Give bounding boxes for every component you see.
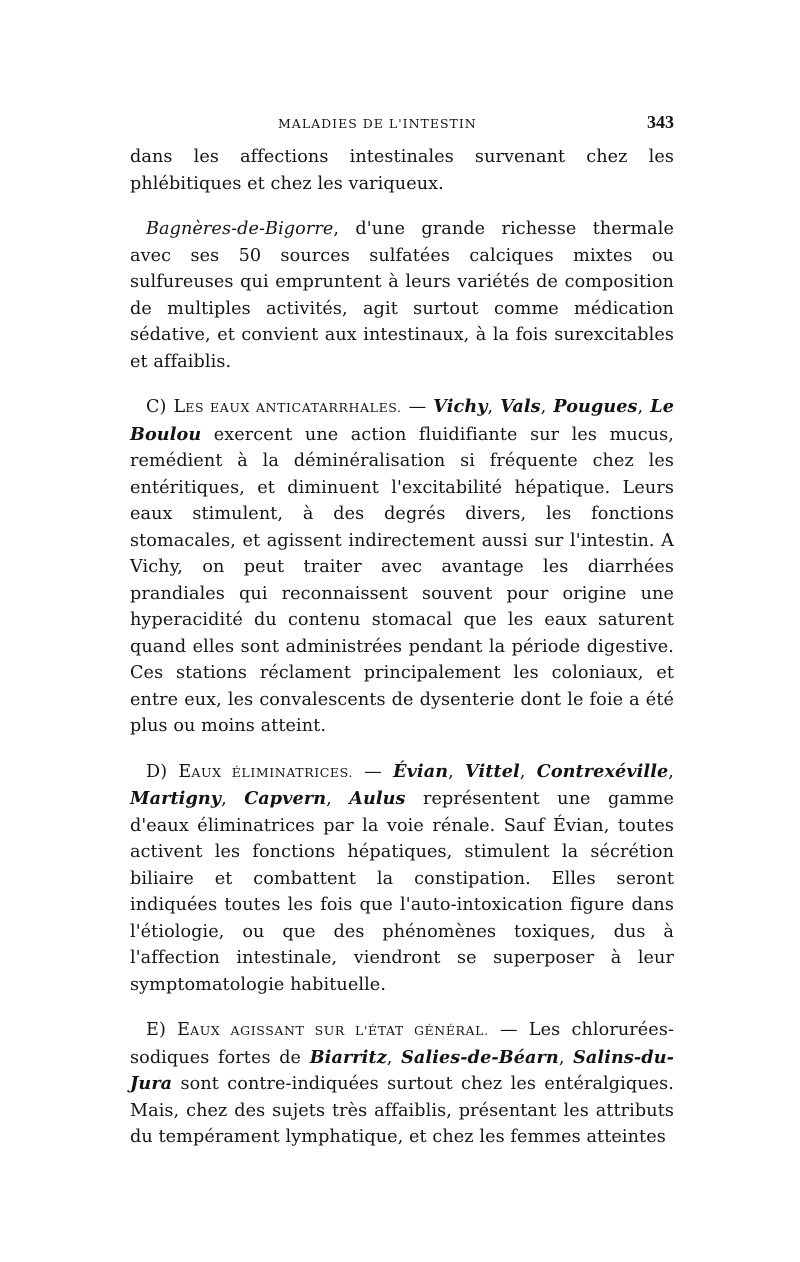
place-name: Aulus [349,788,406,809]
place-name: Vittel [465,760,520,782]
section-letter: D) E [146,761,192,782]
paragraph-text: , d'une grande richesse thermale avec ses 50 sources sulfatées calciques mixtes ou sulfureuses qui empruntent à leurs variétés de composition de multiples activités, agit surtout comme médication sédative, et convient aux intestinaux, à la fois surexcitables et affaiblis. [130,219,674,372]
paragraph-text: représentent une gamme d'eaux éliminatrices par la voie rénale. Sauf Évian, toutes activent les fonctions hépatiques, stimulent la sécrétion biliaire et combattent la constipation. Elles seront indiquées toutes les fois que l'auto-intoxication figure dans l'étiologie, ou que des phénomènes toxiques, dus à l'affection intestinale, viendront se superposer à leur symptomatologie habituelle. [130,789,674,995]
section-letter: C) L [146,397,186,417]
place-name: Évian [393,760,449,782]
separator: , [221,789,245,809]
separator: , [668,761,674,782]
place-name: Le Boulou [130,396,674,445]
section-heading: AUX AGISSANT SUR L'ÉTAT GÉNÉRAL. [190,1023,489,1038]
section-heading: ES EAUX ANTICATARRHALES. [185,400,402,415]
place-name: Capvern [244,788,327,809]
paragraph-text: — Les chlorurées-sodiques fortes de [130,1020,674,1068]
place-name: Martigny [130,788,222,809]
paragraph-bagneres [130,216,674,375]
separator: , [448,761,466,782]
separator: , [519,761,537,782]
dash: — [401,397,434,417]
place-name: Biarritz [309,1046,387,1068]
separator: , [326,789,350,809]
place-name: Bagnères-de-Bigorre [146,219,334,239]
running-head [130,108,674,138]
place-name: Salies-de-Béarn [401,1046,559,1068]
place-name: Salins-du-Jura [130,1046,674,1094]
section-heading: AUX ÉLIMINATRICES. [191,764,353,780]
separator: , [540,397,554,417]
paragraph-eliminatrices [130,759,674,999]
paragraph-text: sont contre-indiquées surtout chez les entéralgiques. Mais, chez des sujets très affaiblis, présentant les attributs du tempérament lymphatique, et chez les femmes atteintes [130,1074,674,1147]
running-title: MALADIES DE L'INTESTIN [278,116,477,131]
page-number: 343 [647,112,674,132]
place-name: Vichy [433,396,488,417]
paragraph-continuation: dans les affections intestinales survenant chez les phlébitiques et chez les variqueux. [130,147,674,194]
section-letter: E) E [146,1020,191,1040]
place-name: Pougues [553,396,638,417]
paragraph-anticatarrhales [130,394,674,740]
separator: , [487,397,501,417]
dash: — [352,761,394,782]
separator: , [558,1047,574,1068]
separator: , [386,1047,402,1068]
place-name: Vals [500,396,541,417]
paragraph-text: exercent une action fluidifiante sur les mucus, remédient à la déminéralisation si fréquente chez les entéritiques, et diminuent l'excitabilité hépatique. Leurs eaux stimulent, à des degrés divers, les fonctions stomacales, et agissent indirectement aussi sur l'intestin. A Vichy, on peut traiter avec avantage les diarrhées prandiales qui reconnaissent souvent pour origine une hyperacidité du contenu stomacal que les eaux saturent quand elles sont administrées pendant la période digestive. Ces stations réclament principalement les coloniaux, et entre eux, les convalescents de dysenterie dont le foie a été plus ou moins atteint. [130,424,674,736]
place-name: Contrexéville [536,760,669,782]
separator: , [637,397,651,417]
paragraph-etat-general [130,1017,674,1151]
book-page [130,108,674,1170]
